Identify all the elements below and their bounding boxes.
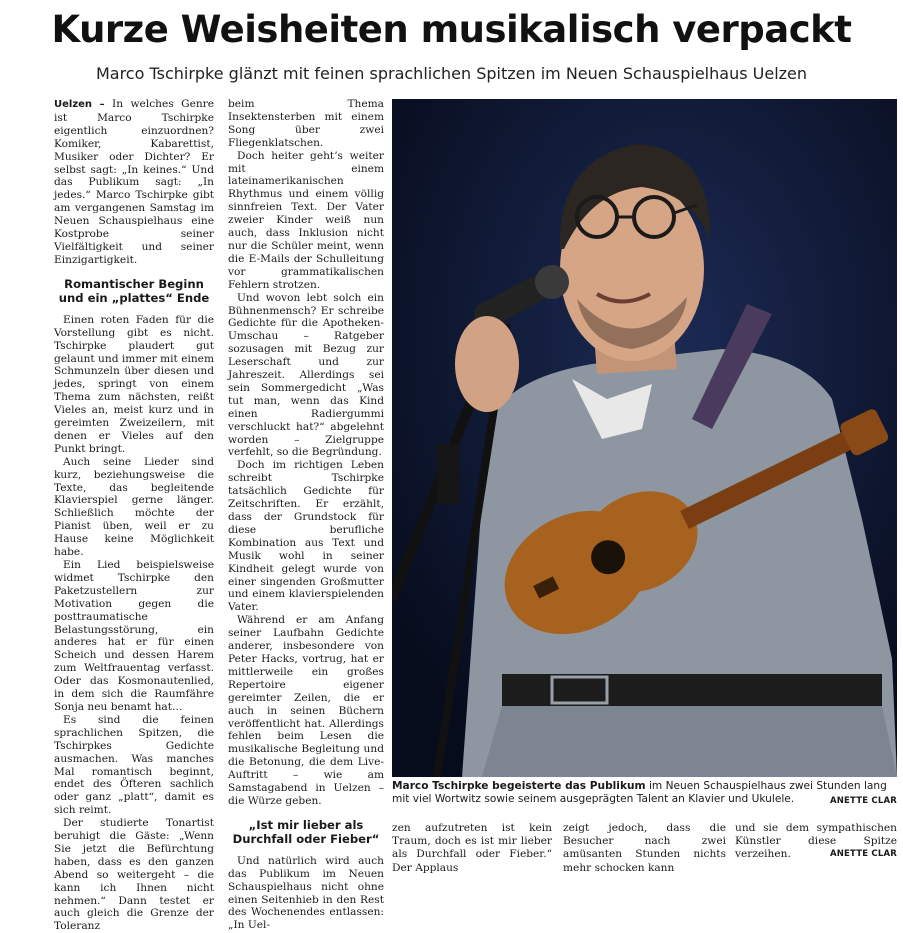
article-column-2: [228, 98, 384, 932]
bottom-column-3: [735, 822, 897, 862]
headline: Kurze Weisheiten musikalisch verpackt: [51, 8, 852, 51]
paragraph: Es sind die feinen sprachlichen Spitzen, die Tschirpkes Gedichte ausmachen. Was manches Mal romantisch beginnt, endet des Öfteren sachlich oder ganz „platt“, damit es sich reimt.: [54, 713, 214, 817]
paragraph: beim Thema Insektensterben mit einem Song über zwei Fliegenklatschen.: [228, 98, 384, 149]
dateline: Uelzen –: [54, 99, 105, 110]
performer-illustration: [392, 99, 897, 777]
paragraph: Der studierte Tonartist beruhigt die Gäste: „Wenn Sie jetzt die Befürchtung haben, dass es den ganzen Abend so weitergeht – die kann ich Ihnen nicht nehmen.“ Dann testet er auch gleich die Grenze der Toleranz: [54, 817, 214, 933]
paragraph: Doch im richtigen Leben schreibt Tschirpke tatsächlich Gedichte für Zeitschriften. Er erzählt, dass der Grundstock für diese berufliche Kombination aus Text und Musik wohl in seiner Kindheit gelegt wurde von einer singenden Großmutter und einem klavierspielenden Vater.: [228, 459, 384, 614]
paragraph: Ein Lied beispielsweise widmet Tschirpke den Paketzustellern zur Motivation gegen die posttraumatische Belastungsstörung, ein anderes hat er für einen Scheich und dessen Harem zum Weltfrauentag verfasst. Oder das Kosmonautenlied, in dem sich die Raumfähre Sonja neu benamt hat…: [54, 559, 214, 713]
bottom-column-1: zen aufzutreten ist kein Traum, doch es ist mir lieber als Durchfall oder Fieber.“ Der Applaus: [392, 822, 552, 874]
bottom-text: und sie dem sympathischen Künstler diese Spitze verzeihen.: [735, 822, 897, 861]
paragraph-text: In welches Genre ist Marco Tschirpke eigentlich einzuordnen? Komiker, Kabarettist, Musiker oder Dichter? Er selbst sagt: „In keines.“ Und das Publikum sagt: „In jedes.“ Marco Tschirpke gibt am vergangenen Samstag im Neuen Schauspielhaus eine Kostprobe seiner Vielfältigkeit und seiner Einzigartigkeit.: [54, 98, 214, 266]
paragraph: Doch heiter geht’s weiter mit einem lateinamerikanischen Rhythmus und einem völlig sinnfreien Text. Der Vater zweier Kinder weiß nun auch, dass Inklusion nicht nur die Schüler meint, wenn die E-Mails der Schulleitung vor grammatikalischen Fehlern strotzen.: [228, 149, 384, 291]
caption-text: im Neuen Schauspielhaus zwei Stunden lang mit viel Wortwitz sowie seinem ausgeprägten Talent an Klavier und Ukulele.: [392, 780, 887, 806]
performer-photo: [392, 99, 897, 777]
article-column-1: [54, 98, 214, 933]
photo-caption: [392, 780, 897, 807]
photo-credit: ANETTE CLAR: [829, 796, 897, 806]
caption-lead: Marco Tschirpke begeisterte das Publikum: [392, 780, 646, 792]
paragraph: Und natürlich wird auch das Publikum im Neuen Schauspielhaus nicht ohne einen Seitenhieb in den Rest des Wochenendes entlassen: „In Uel-: [228, 854, 384, 932]
author-credit: ANETTE CLAR: [829, 849, 897, 860]
subheading: Romantischer Beginn und ein „plattes“ Ende: [58, 276, 210, 305]
paragraph: Während er am Anfang seiner Laufbahn Gedichte anderer, insbesondere von Peter Hacks, vortrug, hat er mittlerweile ein großes Repertoire eigener gereimter Zeilen, die er auch in seinen Büchern veröffentlicht hat. Allerdings fehlen beim Lesen die musikalische Begleitung und die Betonung, die dem Live-Auftritt – wie am Samstagabend in Uelzen – die Würze geben.: [228, 614, 384, 807]
paragraph: Auch seine Lieder sind kurz, beziehungsweise die Texte, das begleitende Klavierspiel gerne länger. Schließlich möchte der Pianist üben, weil er zu Hause keine Möglichkeit habe.: [54, 455, 214, 559]
bottom-column-2: zeigt jedoch, dass die Besucher nach zwei amüsanten Stunden nichts mehr schocken kann: [563, 822, 726, 874]
subheading: „Ist mir lieber als Durchfall oder Fieber“: [232, 817, 380, 846]
paragraph: Und wovon lebt solch ein Bühnenmensch? Er schreibe Gedichte für die Apotheken-Umschau – Ratgeber sozusagen mit Bezug zur Leserschaft und zur Jahreszeit. Allerdings sei sein Sommergedicht „Was tut man, wenn das Kind einen Radiergummi verschluckt hat?“ abgelehnt worden – Zielgruppe verfehlt, so die Begründung.: [228, 291, 384, 459]
paragraph: [54, 98, 214, 267]
paragraph: Einen roten Faden für die Vorstellung gibt es nicht. Tschirpke plaudert gut gelaunt und immer mit einem Schmunzeln über diesen und jedes, springt von einem Thema zum nächsten, reißt Vieles an, meist kurz und in gereimten Zweizeilern, mit denen er Vieles auf den Punkt bringt.: [54, 313, 214, 455]
subheadline: Marco Tschirpke glänzt mit feinen sprachlichen Spitzen im Neuen Schauspielhaus Uelzen: [95, 64, 808, 83]
